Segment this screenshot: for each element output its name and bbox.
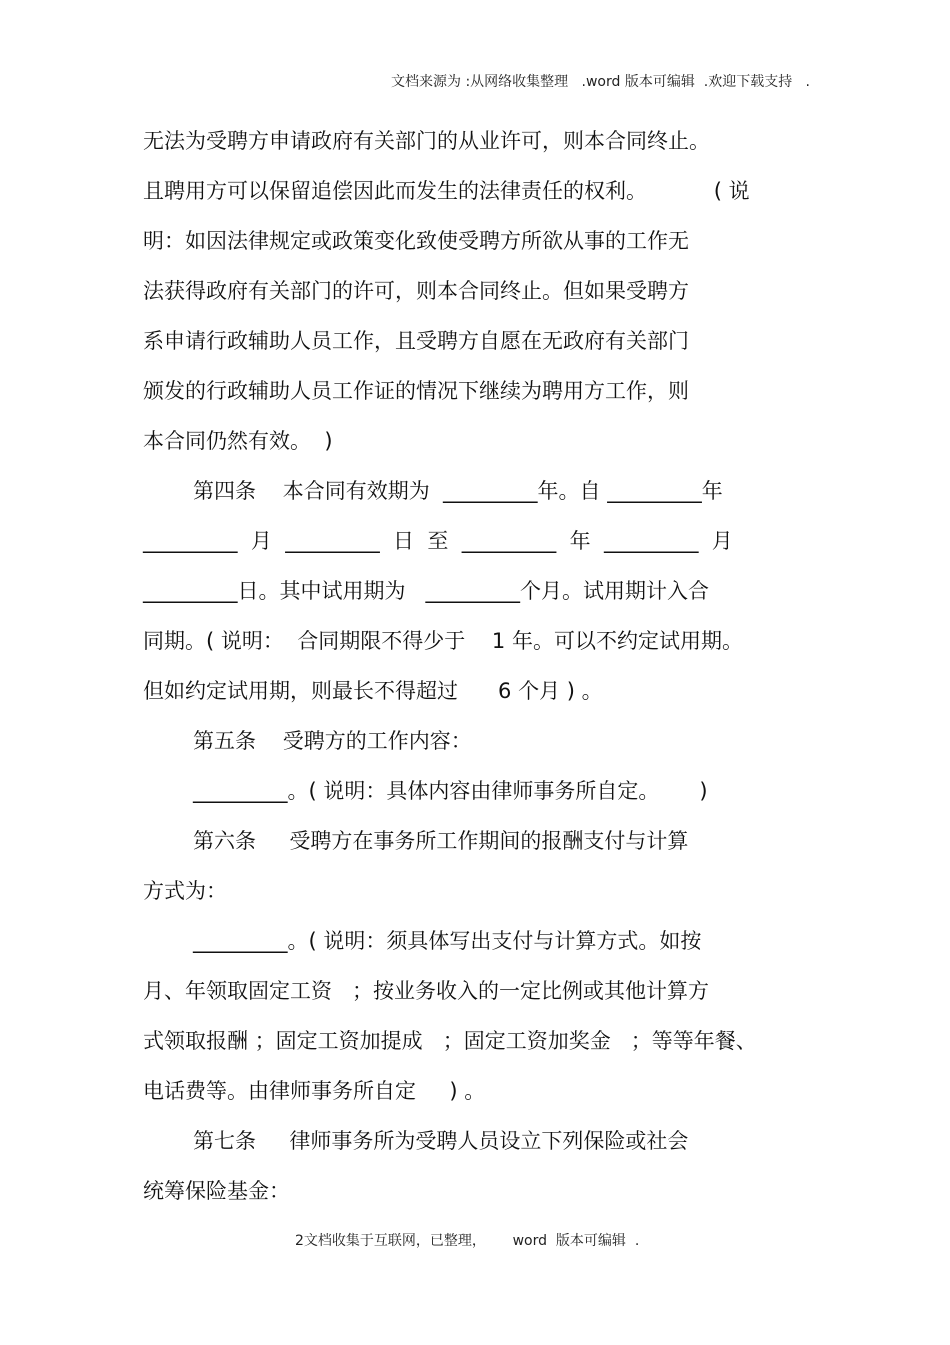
body-line: 系申请行政辅助人员工作，且受聘方自愿在无政府有关部门 <box>143 329 689 353</box>
body-line: 本合同仍然有效。 ) <box>143 429 333 453</box>
body-line: 但如约定试用期，则最长不得超过 6 个月 ) 。 <box>143 679 603 703</box>
page-footer: 2文档收集于互联网，已整理， word 版本可编辑 . <box>295 1233 640 1249</box>
body-line: 颁发的行政辅助人员工作证的情况下继续为聘用方工作，则 <box>143 379 689 403</box>
page-header: 文档来源为 :从网络收集整理 .word 版本可编辑 .欢迎下载支持 . <box>391 74 810 90</box>
body-line: _________。( 说明：具体内容由律师事务所自定。 ) <box>193 779 708 803</box>
article-6-heading: 第六条 受聘方在事务所工作期间的报酬支付与计算 <box>193 829 689 853</box>
body-line: 统筹保险基金： <box>143 1179 290 1203</box>
body-line: 无法为受聘方申请政府有关部门的从业许可，则本合同终止。 <box>143 129 710 153</box>
article-7-heading: 第七条 律师事务所为受聘人员设立下列保险或社会 <box>193 1129 689 1153</box>
body-line: 方式为： <box>143 879 227 903</box>
body-line: 月、年领取固定工资 ；按业务收入的一定比例或其他计算方 <box>143 979 710 1003</box>
body-line: _________。( 说明：须具体写出支付与计算方式。如按 <box>193 929 702 953</box>
body-line: 法获得政府有关部门的许可，则本合同终止。但如果受聘方 <box>143 279 689 303</box>
article-4-heading: 第四条 本合同有效期为 _________年。自 _________年 <box>193 479 723 503</box>
body-line: _________ 月 _________ 日 至 _________ 年 _________ 月 <box>143 529 733 553</box>
article-5-heading: 第五条 受聘方的工作内容： <box>193 729 472 753</box>
body-line: 式领取报酬 ；固定工资加提成 ；固定工资加奖金 ；等等年餐、 <box>143 1029 757 1053</box>
body-line: _________日。其中试用期为 _________个月。试用期计入合 <box>143 579 710 603</box>
body-line: 且聘用方可以保留追偿因此而发生的法律责任的权利。 ( 说 <box>143 179 750 203</box>
body-line: 同期。( 说明： 合同期限不得少于 1 年。可以不约定试用期。 <box>143 629 743 653</box>
body-line: 明：如因法律规定或政策变化致使受聘方所欲从事的工作无 <box>143 229 689 253</box>
body-line: 电话费等。由律师事务所自定 ) 。 <box>143 1079 486 1103</box>
